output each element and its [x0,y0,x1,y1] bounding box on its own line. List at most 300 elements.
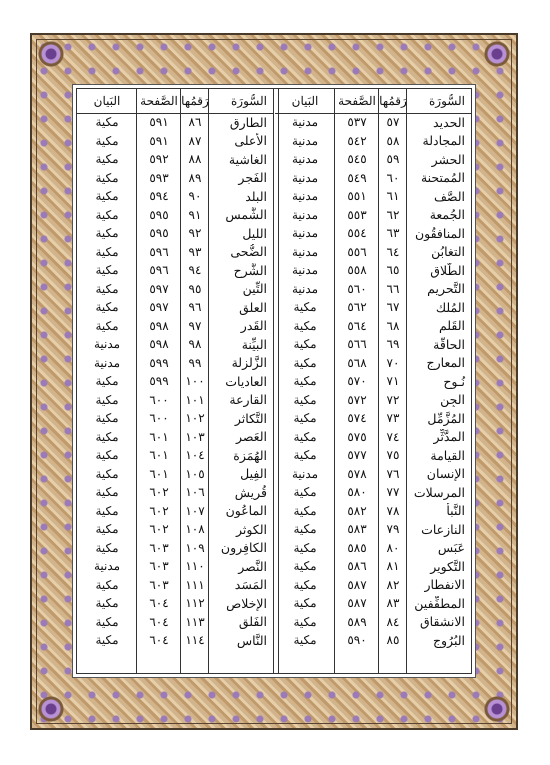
revelation-type: مكية [95,392,119,407]
surah-number: ٦٨ [386,318,400,333]
table-row [77,613,273,632]
surah-number: ٦٩ [386,337,400,352]
page-number: ٥٩٨ [149,318,169,333]
surah-number: ١٠٤ [185,448,205,463]
surah-number: ٩١ [188,207,202,222]
page-number: ٥٨٠ [347,485,367,500]
revelation-type: مكية [293,614,317,629]
surah-number: ٩٤ [188,263,202,278]
surah-number: ٦٢ [386,207,400,222]
table-row [275,391,471,410]
page-number: ٥٧٤ [347,411,367,426]
revelation-type: مكية [293,429,317,444]
page-number: ٥٨٧ [347,596,367,611]
surah-name: التغابُن [431,244,465,260]
header-number: رَقمُها [379,94,407,108]
surah-name: المُزَّمِّل [427,410,465,426]
surah-name: الإخلاص [226,595,267,611]
surah-number: ١١٢ [185,596,205,611]
surah-number: ٨٧ [188,133,202,148]
surah-name: البيِّنة [241,336,267,352]
surah-number: ٧٧ [386,485,400,500]
table-row [77,224,273,243]
surah-name: الانفطار [424,577,465,593]
surah-number: ٦٧ [386,300,400,315]
surah-name: النَّبأ [446,503,465,519]
page-number: ٥٥٣ [347,207,367,222]
table-row [275,631,471,650]
surah-number: ٧٣ [386,411,400,426]
surah-name: الإنسان [426,466,465,482]
table-row [275,224,471,243]
surah-name: التَّحريم [427,281,465,297]
table-header [275,89,471,114]
page-number: ٥٩٦ [149,244,169,259]
surah-number: ٦١ [386,189,400,204]
table-row [275,557,471,576]
surah-number: ١١٤ [185,633,205,648]
surah-name: المُلك [435,299,465,315]
surah-name: البلد [245,188,267,204]
revelation-type: مكية [95,503,119,518]
surah-name: الغاشية [228,151,267,167]
page-number: ٦٠٢ [149,503,169,518]
revelation-type: مدنية [93,559,121,574]
table-row [275,483,471,502]
page-number: ٥٧٨ [347,466,367,481]
revelation-type: مكية [293,448,317,463]
revelation-type: مكية [95,115,119,130]
surah-number: ١٠٥ [185,466,205,481]
page-number: ٥٧٠ [347,374,367,389]
table-row [77,354,273,373]
surah-name: الشَّمس [225,207,267,223]
revelation-type: مكية [293,337,317,352]
table-row [275,206,471,225]
surah-name: قُريش [234,484,267,500]
surah-number: ١٠١ [185,392,205,407]
page-number: ٥٥١ [347,189,367,204]
surah-number: ٥٩ [386,152,400,167]
table-header [77,89,273,114]
table-row [275,298,471,317]
surah-number: ١٠٢ [185,411,205,426]
revelation-type: مكية [95,540,119,555]
revelation-type: مكية [95,614,119,629]
page-number: ٥٩٨ [149,337,169,352]
surah-number: ١٠٨ [185,522,205,537]
table-row [275,520,471,539]
revelation-type: مكية [293,374,317,389]
header-surah: السُّورَة [231,94,267,108]
surah-number: ٦٤ [386,244,400,259]
surah-number: ١١٠ [185,559,205,574]
table-row [77,465,273,484]
page-number: ٥٤٩ [347,170,367,185]
table-row [275,243,471,262]
table-row [275,409,471,428]
revelation-type: مكية [95,596,119,611]
surah-name: المدَّثِّر [433,429,465,445]
surah-name: الانشقاق [419,614,465,630]
surah-number: ٦٦ [386,281,400,296]
revelation-type: مكية [95,170,119,185]
table-body [275,113,471,673]
revelation-type: مدنية [291,466,319,481]
table-row [77,317,273,336]
surah-number: ٩٥ [188,281,202,296]
surah-number: ٩٢ [188,226,202,241]
surah-name: العَصر [235,429,267,445]
surah-number: ٧٥ [386,448,400,463]
page-number: ٥٤٢ [347,133,367,148]
surah-number: ٩٩ [188,355,202,370]
table-row [77,557,273,576]
surah-number: ٧٠ [386,355,400,370]
surah-number: ٧٦ [386,466,400,481]
revelation-type: مدنية [291,263,319,278]
surah-name: النازعات [421,521,465,537]
page-number: ٦٠٣ [149,577,169,592]
revelation-type: مكية [293,503,317,518]
table-right [275,89,471,673]
page-number: ٥٨٧ [347,577,367,592]
surah-name: المُمتحنة [420,170,465,186]
surah-number: ٨٣ [386,596,400,611]
table-row [275,113,471,132]
table-row [77,206,273,225]
table-row [275,613,471,632]
surah-name: الكافِرون [220,540,267,556]
surah-name: نُـوح [443,373,465,389]
page-number: ٥٩٧ [149,300,169,315]
surah-number: ٥٨ [386,133,400,148]
revelation-type: مكية [293,355,317,370]
surah-number: ٨٦ [188,115,202,130]
revelation-type: مكية [95,300,119,315]
header-number: رَقمُها [181,94,209,108]
revelation-type: مكية [293,522,317,537]
table-row [77,446,273,465]
revelation-type: مكية [95,577,119,592]
surah-number: ٧٨ [386,503,400,518]
surah-name: العلق [239,299,267,315]
page-number: ٦٠٤ [149,633,169,648]
revelation-type: مدنية [291,189,319,204]
surah-name: الأعلى [234,133,267,149]
revelation-type: مكية [95,466,119,481]
surah-number: ٧٢ [386,392,400,407]
revelation-type: مكية [95,152,119,167]
page-number: ٥٨٥ [347,540,367,555]
revelation-type: مدنية [291,170,319,185]
header-surah: السُّورَة [429,94,465,108]
table-row [275,502,471,521]
surah-name: الحاقَّة [433,336,465,352]
page-number: ٥٥٨ [347,263,367,278]
surah-name: الطارق [229,114,267,130]
page-number: ٥٦٠ [347,281,367,296]
page-number: ٦٠٤ [149,614,169,629]
page-number: ٦٠٤ [149,596,169,611]
revelation-type: مكية [95,374,119,389]
surah-number: ٧٤ [386,429,400,444]
table-row [275,169,471,188]
page-number: ٥٦٨ [347,355,367,370]
revelation-type: مكية [95,485,119,500]
surah-name: المنافقُون [414,225,465,241]
page-number: ٥٤٥ [347,152,367,167]
page-number: ٥٨٦ [347,559,367,574]
page-number: ٥٩٣ [149,170,169,185]
revelation-type: مكية [293,392,317,407]
table-row [275,150,471,169]
table-row [77,187,273,206]
table-row [77,335,273,354]
table-row [77,280,273,299]
revelation-type: مدنية [291,133,319,148]
table-row [77,372,273,391]
table-row [77,539,273,558]
table-row [275,594,471,613]
page-number: ٥٩٤ [149,189,169,204]
surah-name: الكوثر [235,521,267,537]
index-table-panel [76,88,472,674]
page-number: ٥٥٤ [347,226,367,241]
table-row [77,132,273,151]
surah-name: المرسلات [413,484,465,500]
page-number: ٦٠٢ [149,522,169,537]
revelation-type: مكية [293,300,317,315]
surah-number: ٦٠ [386,170,400,185]
page-number: ٥٦٦ [347,337,367,352]
surah-number: ٨٩ [188,170,202,185]
page-number: ٦٠١ [149,448,169,463]
revelation-type: مدنية [93,355,121,370]
page-number: ٥٨٩ [347,614,367,629]
table-row [77,428,273,447]
page-number: ٦٠١ [149,466,169,481]
surah-name: الزَّلزلة [231,355,267,371]
page-number: ٥٧٢ [347,392,367,407]
surah-number: ٧١ [386,374,400,389]
surah-name: القيامة [430,447,465,463]
table-row [77,113,273,132]
table-row [275,539,471,558]
surah-number: ١٠٧ [185,503,205,518]
page-number: ٥٩٠ [347,633,367,648]
page-number: ٥٩٩ [149,374,169,389]
page-number: ٦٠٣ [149,540,169,555]
page-number: ٥٩١ [149,115,169,130]
revelation-type: مدنية [291,207,319,222]
surah-number: ١٠٩ [185,540,205,555]
revelation-type: مدنية [291,281,319,296]
surah-number: ٧٩ [386,522,400,537]
surah-name: الليل [242,225,267,241]
table-row [77,169,273,188]
revelation-type: مكية [293,540,317,555]
table-row [275,428,471,447]
surah-number: ١٠٠ [185,374,205,389]
revelation-type: مكية [95,189,119,204]
page-number: ٦٠٠ [149,392,169,407]
surah-number: ٥٧ [386,115,400,130]
surah-number: ٩٧ [188,318,202,333]
page-number: ٥٩٥ [149,226,169,241]
page-number: ٥٦٤ [347,318,367,333]
revelation-type: مكية [293,596,317,611]
revelation-type: مدنية [291,226,319,241]
surah-name: الحديد [433,114,465,130]
table-row [77,409,273,428]
revelation-type: مدنية [291,152,319,167]
table-row [275,261,471,280]
page-number: ٥٧٧ [347,448,367,463]
revelation-type: مكية [95,226,119,241]
surah-number: ٨٤ [386,614,400,629]
surah-number: ٨٠ [386,540,400,555]
revelation-type: مكية [293,559,317,574]
table-row [77,243,273,262]
surah-name: الفَلق [238,614,267,630]
surah-name: المَسَد [234,577,267,593]
page-number: ٥٩٧ [149,281,169,296]
page-number: ٦٠١ [149,429,169,444]
page-number: ٥٦٢ [347,300,367,315]
revelation-type: مكية [293,633,317,648]
table-row [77,520,273,539]
table-row [77,391,273,410]
revelation-type: مكية [95,318,119,333]
surah-number: ٦٥ [386,263,400,278]
corner-ornament [482,39,512,69]
corner-ornament [36,39,66,69]
surah-number: ٩٣ [188,244,202,259]
table-row [77,298,273,317]
page-number: ٦٠٣ [149,559,169,574]
surah-name: الطَّلاق [430,262,465,278]
table-row [275,354,471,373]
revelation-type: مكية [95,633,119,648]
header-type: البَيان [93,94,121,108]
revelation-type: مكية [95,411,119,426]
revelation-type: مكية [293,485,317,500]
page-number: ٥٩٩ [149,355,169,370]
surah-number: ٩٠ [188,189,202,204]
surah-name: التَّكوير [430,558,465,574]
corner-ornament [482,694,512,724]
surah-name: القَلم [438,318,465,334]
table-row [77,631,273,650]
surah-name: المجادلة [422,133,465,149]
table-row [275,280,471,299]
page-number: ٦٠٠ [149,411,169,426]
surah-name: القَدر [240,318,267,334]
surah-name: الصَّف [433,188,465,204]
revelation-type: مدنية [93,337,121,352]
table-row [77,483,273,502]
page-number: ٥٨٢ [347,503,367,518]
table-row [275,465,471,484]
table-row [275,132,471,151]
revelation-type: مكية [95,281,119,296]
surah-name: الهُمَزة [233,447,267,463]
table-row [275,576,471,595]
revelation-type: مكية [95,429,119,444]
corner-ornament [36,694,66,724]
table-row [275,317,471,336]
page-number: ٥٩٢ [149,152,169,167]
surah-name: القارعة [229,392,267,408]
surah-name: الفَجر [238,170,267,186]
table-row [77,594,273,613]
page-number: ٥٨٣ [347,522,367,537]
surah-name: النَّاس [236,632,267,648]
revelation-type: مكية [293,411,317,426]
surah-number: ٩٦ [188,300,202,315]
surah-number: ١١١ [185,577,205,592]
surah-name: عَبَس [437,540,465,556]
surah-name: التَّكاثر [234,410,267,426]
page-number: ٥٩٥ [149,207,169,222]
surah-number: ٩٨ [188,337,202,352]
surah-name: الماعُون [225,503,267,519]
surah-name: العاديات [225,373,267,389]
table-body [77,113,273,673]
page-number: ٥٩٦ [149,263,169,278]
revelation-type: مكية [95,133,119,148]
revelation-type: مكية [95,263,119,278]
surah-number: ٨٥ [386,633,400,648]
surah-number: ١١٣ [185,614,205,629]
header-type: البَيان [291,94,319,108]
page-number: ٥٣٧ [347,115,367,130]
table-row [77,502,273,521]
revelation-type: مكية [293,577,317,592]
surah-name: الفِيل [240,466,267,482]
table-row [77,576,273,595]
page-number: ٥٥٦ [347,244,367,259]
revelation-type: مكية [293,318,317,333]
surah-number: ١٠٣ [185,429,205,444]
surah-name: المعارج [426,355,465,371]
table-row [275,372,471,391]
surah-number: ٨١ [386,559,400,574]
revelation-type: مدنية [291,244,319,259]
surah-name: الضُّحى [230,244,267,260]
revelation-type: مكية [95,522,119,537]
header-page: الصَّفحة [140,94,178,108]
surah-name: الجِن [440,392,465,408]
surah-name: الجُمعة [429,207,465,223]
table-row [275,446,471,465]
header-page: الصَّفحة [338,94,376,108]
surah-name: الشَّرح [233,262,267,278]
revelation-type: مكية [95,448,119,463]
surah-number: ٨٢ [386,577,400,592]
surah-number: ١٠٦ [185,485,205,500]
revelation-type: مدنية [291,115,319,130]
table-row [77,150,273,169]
table-row [275,335,471,354]
surah-number: ٦٣ [386,226,400,241]
page-number: ٥٧٥ [347,429,367,444]
surah-name: التِّين [242,281,267,297]
page-number: ٥٩١ [149,133,169,148]
table-row [275,187,471,206]
table-row [77,261,273,280]
